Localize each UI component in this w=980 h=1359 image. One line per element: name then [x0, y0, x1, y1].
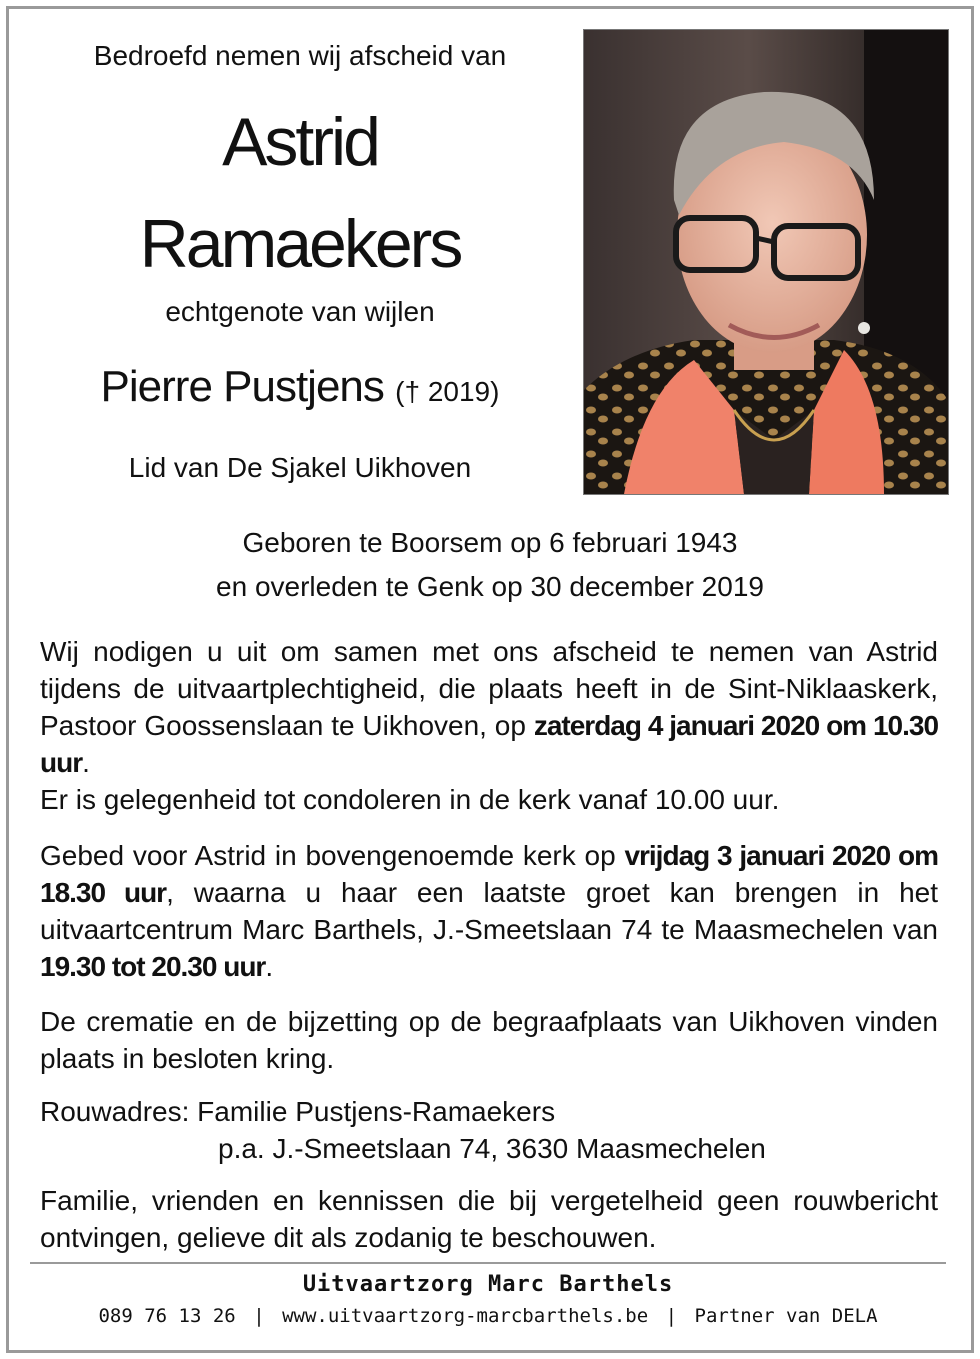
prayer-paragraph	[40, 837, 938, 985]
ceremony-text: Wij nodigen u uit om samen met ons afscheid te nemen van Astrid tijdens de uitvaartplechtigheid, die plaats heeft in de Sint-Niklaaskerk, Pastoor Goossenslaan te Uikhoven, op	[40, 636, 938, 741]
address-line-2: p.a. J.-Smeetslaan 74, 3630 Maasmechelen	[218, 1133, 766, 1164]
notice-paragraph: Familie, vrienden en kennissen die bij vergetelheid geen rouwbericht ontvingen, gelieve dit als zodanig te beschouwen.	[40, 1185, 938, 1253]
footer-divider	[30, 1262, 946, 1264]
prayer-date: vrijdag 3 januari 2020 om 18.30 uur	[40, 840, 939, 908]
deceased-last-name: Ramaekers	[139, 206, 461, 282]
visitation-hours: 19.30 tot 20.30 uur	[40, 951, 266, 982]
condolence-text: Er is gelegenheid tot condoleren in de kerk vanaf 10.00 uur.	[40, 784, 780, 815]
address-block	[40, 1093, 938, 1167]
footer-website[interactable]: www.uitvaartzorg-marcbarthels.be	[282, 1305, 649, 1327]
cremation-paragraph: De crematie en de bijzetting op de begraafplaats van Uikhoven vinden plaats in besloten kring.	[40, 1006, 938, 1074]
footer-contact	[30, 1305, 946, 1327]
footer-partner: Partner van DELA	[694, 1305, 878, 1327]
prayer-text-middle: , waarna u haar een laatste groet kan brengen in het uitvaartcentrum Marc Barthels, J.-Smeetslaan 74 te Maasmechelen van	[40, 877, 938, 945]
ceremony-paragraph	[40, 633, 938, 818]
funeral-company-name: Uitvaartzorg Marc Barthels	[302, 1272, 674, 1297]
footer-phone: 089 76 13 26	[98, 1305, 236, 1327]
footer-separator: |	[665, 1305, 678, 1327]
prayer-text-start: Gebed voor Astrid in bovengenoemde kerk op	[40, 840, 616, 871]
birth-line: Geboren te Boorsem op 6 februari 1943	[242, 527, 738, 558]
ceremony-date: zaterdag 4 januari 2020 om 10.30 uur	[40, 710, 939, 778]
spouse-name: Pierre Pustjens	[100, 362, 384, 411]
death-line: en overleden te Genk op 30 december 2019	[216, 571, 764, 602]
deceased-first-name: Astrid	[222, 104, 378, 180]
footer-separator: |	[253, 1305, 265, 1327]
spouse-death-year: († 2019)	[395, 376, 500, 407]
spouse-label: echtgenote van wijlen	[165, 296, 435, 327]
portrait-photo	[583, 29, 949, 495]
membership-text: Lid van De Sjakel Uikhoven	[128, 452, 472, 483]
ceremony-date-end: .	[82, 747, 90, 778]
address-line-1: Rouwadres: Familie Pustjens-Ramaekers	[40, 1096, 556, 1127]
spouse-line	[30, 362, 570, 412]
prayer-text-end: .	[265, 951, 274, 982]
intro-text: Bedroefd nemen wij afscheid van	[93, 40, 507, 71]
